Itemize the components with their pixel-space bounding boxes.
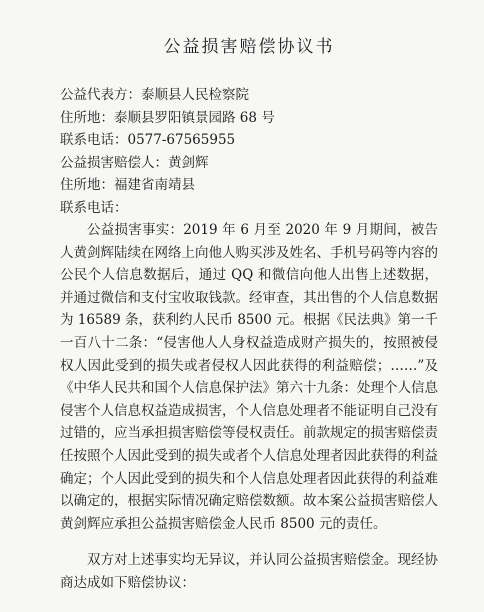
facts-paragraph: 公益损害事实：2019 年 6 月至 2020 年 9 月期间，被告人黄剑辉陆续在网络上向他人购买涉及姓名、手机号码等内容的公民个人信息数据后，通过 QQ 和微信向他人出售上述数据，并通过微信和支付宝收取钱款。经审查，其出售的个人信息数据为 16589 条，获利约人民币 8500 元。根据《民法典》第一千一百八十二条：“侵害他人人身权益造成财产损失的，按照被侵权人因此受到的损失或者侵权人因此获得的利益赔偿；……”及《中华人民共和国个人信息保护法》第六十九条：处理个人信息侵害个人信息权益造成损害，个人信息处理者不能证明自己没有过错的，应当承担损害赔偿等侵权责任。前款规定的损害赔偿责任按照个人因此受到的损失或者个人信息处理者因此获得的利益确定；个人因此受到的损失和个人信息处理者因此获得的利益难以确定的，根据实际情况确定赔偿数额。故本案公益损害赔偿人黄剑辉应承担公益损害赔偿金人民币 8500 元的责任。 [60, 222, 438, 532]
party-label: 住所地： [60, 109, 114, 126]
party-label: 联系电话： [60, 199, 128, 216]
party-value: 福建省南靖县 [114, 177, 195, 193]
party-value: 泰顺县罗阳镇景园路 68 号 [114, 109, 275, 126]
party-value: 黄剑辉 [168, 154, 209, 171]
party-line-phone [60, 129, 438, 152]
party-label: 公益损害赔偿人： [60, 154, 168, 171]
party-label: 住所地： [60, 177, 114, 193]
party-value: 泰顺县人民检察院 [141, 87, 249, 103]
party-line-compensator-address [60, 174, 438, 197]
party-line-compensator [60, 152, 438, 175]
party-label: 联系电话： [60, 132, 128, 148]
agreement-paragraph: 双方对上述事实均无异议，并认同公益损害赔偿金。现经协商达成如下赔偿协议： [60, 552, 438, 591]
party-label: 公益代表方： [60, 87, 141, 103]
party-info [60, 84, 438, 219]
party-line-address [60, 107, 438, 130]
party-line-representative [60, 84, 438, 107]
document-title: 公益损害赔偿协议书 [163, 37, 335, 57]
party-line-compensator-phone [60, 197, 438, 220]
party-value: 0577-67565955 [127, 132, 236, 148]
